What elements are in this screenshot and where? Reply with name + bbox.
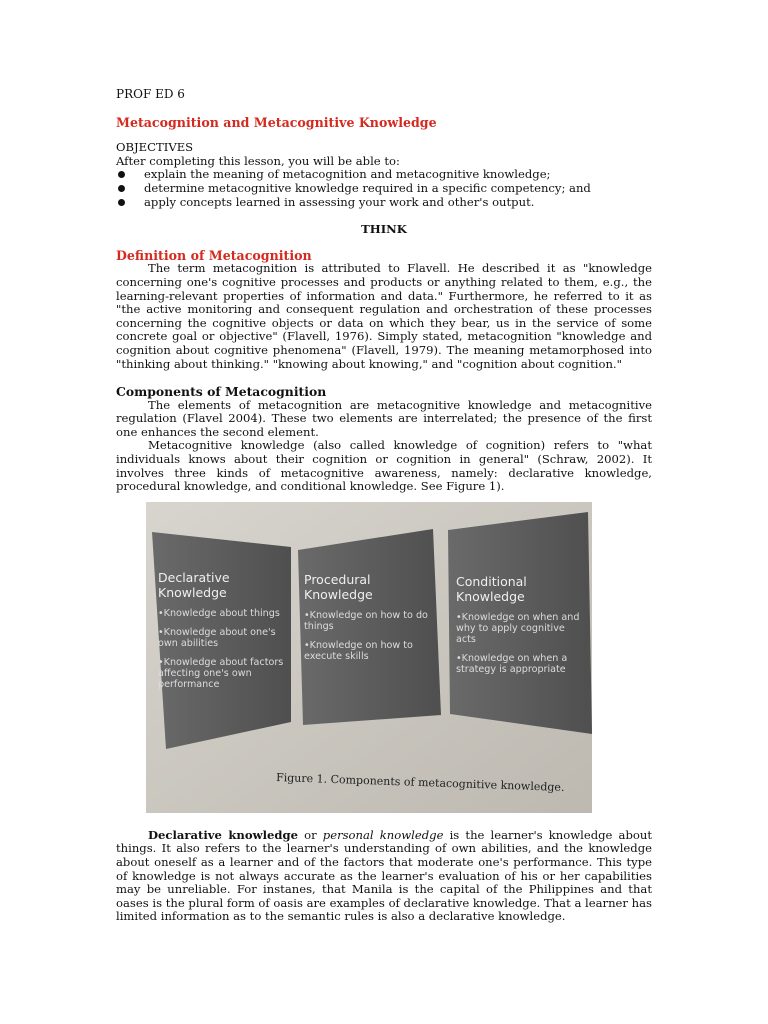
- definition-paragraph: The term metacognition is attributed to Flavell. He described it as "knowledge concerning one's cognitive processes and products or anything related to them, e.g., the learning-relevant properties of information and data." Furthermore, he referred to it as "the active monitoring and consequent regulation and orchestration of these processes concerning the cognitive objects or data on which they bear, us in the service of some concrete goal or objective" (Flavell, 1976). Simply stated, metacognition "knowledge and cognition about cognitive phenomena" (Flavell, 1979). The meaning metamorphosed into "thinking about thinking." "knowing about knowing," and "cognition about cognition.": [116, 261, 652, 371]
- objectives-intro: After completing this lesson, you will be able to:: [116, 153, 400, 168]
- declarative-paragraph: [116, 829, 652, 924]
- conditional-item: •Knowledge on when and why to apply cognitive acts: [456, 611, 580, 645]
- declarative-title-1: Declarative: [158, 569, 230, 585]
- components-paragraph-1: The elements of metacognition are metacognitive knowledge and metacognitive regulation (Flavel 2004). These two elements are interrelated; the presence of the first one enhances the second element.: [116, 397, 652, 439]
- declarative-item: •Knowledge about factors affecting one's own performance: [158, 656, 284, 690]
- procedural-title-1: Procedural: [304, 571, 371, 587]
- procedural-item: •Knowledge on how to do things: [304, 609, 428, 632]
- procedural-panel-text: [304, 572, 428, 662]
- objectives-list: [116, 168, 652, 209]
- components-heading: Components of Metacognition: [116, 384, 327, 400]
- conditional-title-1: Conditional: [456, 573, 527, 589]
- definition-heading: Definition of Metacognition: [116, 247, 312, 263]
- declarative-item: •Knowledge about things: [158, 607, 280, 619]
- procedural-item: •Knowledge on how to execute skills: [304, 639, 413, 662]
- objective-item: explain the meaning of metacognition and metacognitive knowledge;: [116, 168, 652, 182]
- figure-photo: [146, 502, 592, 813]
- conditional-item: •Knowledge on when a strategy is appropriate: [456, 652, 568, 675]
- declarative-title-2: Knowledge: [158, 584, 227, 600]
- figure-caption: Figure 1. Components of metacognitive knowledge.: [275, 770, 565, 794]
- declarative-item: •Knowledge about one's own abilities: [158, 626, 276, 649]
- procedural-title-2: Knowledge: [304, 586, 373, 602]
- document-page: [116, 88, 652, 924]
- declarative-term: Declarative knowledge: [148, 827, 298, 842]
- declarative-body: is the learner's knowledge about things. It also refers to the learner's understanding of own abilities, and the knowledge about oneself as a learner and of the factors that moderate one's performance. This type of knowledge is not always accurate as the learner's evaluation of his or her capabilities may be unreliable. For instanes, that Manila is the capital of the Philippines and that oases is the plural form of oasis are examples of declarative knowledge. That a learner has limited information as to the semantic rules is also a declarative knowledge.: [116, 827, 652, 924]
- components-paragraph-2: Metacognitive knowledge (also called knowledge of cognition) refers to "what individuals knows about their cognition or cognition in general" (Schraw, 2002). It involves three kinds of metacognitive awareness, namely: declarative knowledge, procedural knowledge, and conditional knowledge. See Figure 1).: [116, 438, 652, 494]
- personal-knowledge-term: personal knowledge: [322, 827, 444, 842]
- conditional-title-2: Knowledge: [456, 588, 525, 604]
- objective-item: apply concepts learned in assessing your work and other's output.: [116, 196, 652, 210]
- declarative-connector: or: [297, 827, 323, 842]
- conditional-panel-text: [456, 574, 584, 675]
- lesson-title: Metacognition and Metacognitive Knowledge: [116, 114, 437, 130]
- think-heading: THINK: [361, 222, 407, 237]
- course-code: PROF ED 6: [116, 87, 185, 101]
- objectives-heading: OBJECTIVES: [116, 140, 194, 155]
- declarative-panel-text: [158, 570, 284, 690]
- objective-item: determine metacognitive knowledge required in a specific competency; and: [116, 182, 652, 196]
